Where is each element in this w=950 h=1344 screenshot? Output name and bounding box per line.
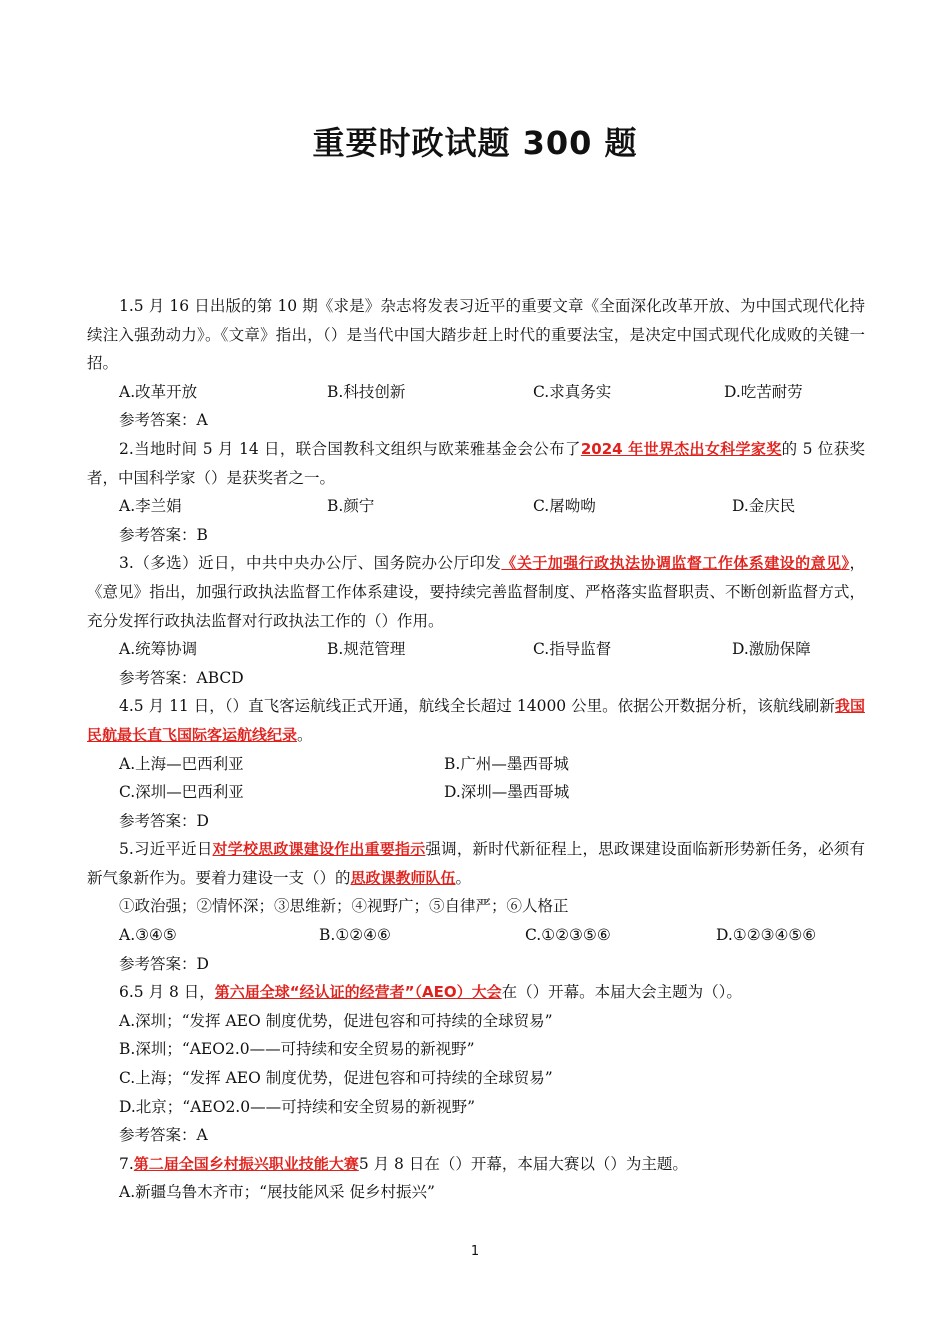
option-b: B.深圳；“AEO2.0——可持续和安全贸易的新视野” [119, 1040, 475, 1059]
question-4-answer: 参考答案：D [119, 811, 209, 830]
option-b: B.广州—墨西哥城 [444, 754, 569, 773]
question-4-text [87, 692, 865, 749]
page-title: 重要时政试题 300 题 [312, 124, 638, 162]
option-d: D.①②③④⑤⑥ [716, 926, 817, 945]
question-1-options [87, 378, 865, 407]
question-2-pre: 2.当地时间 5 月 14 日，联合国教科文组织与欧莱雅基金会公布了 [119, 439, 581, 458]
question-2-text [87, 435, 865, 492]
question-4-options-row-1 [87, 750, 865, 779]
option-d: D.吃苦耐劳 [724, 382, 803, 401]
question-5-options [87, 921, 865, 950]
option-d: D.深圳—墨西哥城 [444, 783, 570, 802]
question-4-post: 。 [297, 725, 313, 744]
option-b: B.①②④⑥ [319, 926, 391, 945]
option-b: B.颜宁 [327, 497, 375, 516]
option-a: A.统筹协调 [119, 640, 198, 659]
question-4-highlight: 我国民航最长直飞国际客运航线纪录 [87, 697, 865, 744]
question-2-options [87, 492, 865, 521]
question-7-highlight: 第二届全国乡村振兴职业技能大赛 [133, 1154, 359, 1173]
question-6-highlight: 第六届全球“经认证的经营者”（AEO）大会 [214, 983, 502, 1002]
question-5-answer: 参考答案：D [119, 954, 209, 973]
option-a: A.李兰娟 [119, 497, 182, 516]
option-a: A.新疆乌鲁木齐市；“展技能风采 促乡村振兴” [119, 1183, 435, 1202]
question-1-answer: 参考答案：A [119, 411, 208, 430]
question-5-highlight: 对学校思政课建设作出重要指示 [212, 840, 426, 859]
option-c: C.求真务实 [533, 382, 612, 401]
question-6-post: 在（）开幕。本届大会主题为（）。 [501, 983, 742, 1002]
question-3-post: ，《意见》指出，加强行政执法监督工作体系建设，要持续完善监督制度、严格落实监督职责、不断创新监督方式，充分发挥行政执法监督对行政执法工作的（）作用。 [87, 554, 865, 630]
option-c: C.深圳—巴西利亚 [119, 783, 244, 802]
option-c: C.指导监督 [533, 640, 612, 659]
option-d: D.金庆民 [732, 497, 796, 516]
document-body [87, 292, 865, 1207]
question-6-answer: 参考答案：A [119, 1126, 208, 1145]
question-5-pre: 5.习近平近日 [119, 840, 213, 859]
question-3-pre: 3.（多选）近日，中共中央办公厅、国务院办公厅印发 [119, 554, 502, 573]
question-3-options [87, 635, 865, 664]
option-c: C.①②③⑤⑥ [525, 926, 611, 945]
question-4-pre: 4.5 月 11 日，（）直飞客运航线正式开通，航线全长超过 14000 公里。依据公开数据分析，该航线刷新 [119, 697, 835, 716]
question-7-pre: 7. [119, 1154, 134, 1173]
option-b: B.科技创新 [327, 382, 406, 401]
option-a: A.改革开放 [119, 382, 198, 401]
option-a: A.深圳；“发挥 AEO 制度优势，促进包容和可持续的全球贸易” [119, 1011, 553, 1030]
question-2-highlight: 2024 年世界杰出女科学家奖 [580, 439, 782, 458]
question-3-answer: 参考答案：ABCD [119, 668, 244, 687]
question-6-pre: 6.5 月 8 日， [119, 983, 215, 1002]
option-d: D.北京；“AEO2.0——可持续和安全贸易的新视野” [119, 1097, 476, 1116]
question-4-options-row-2 [87, 778, 865, 807]
question-1-text: 1.5 月 16 日出版的第 10 期《求是》杂志将发表习近平的重要文章《全面深化改革开放、为中国式现代化持续注入强劲动力》。《文章》指出，（）是当代中国大踏步赶上时代的重要法宝，是决定中国式现代化成败的关键一招。 [87, 297, 865, 373]
question-7-post: 5 月 8 日在（）开幕，本届大赛以（）为主题。 [358, 1154, 688, 1173]
option-c: C.屠呦呦 [533, 497, 596, 516]
option-c: C.上海；“发挥 AEO 制度优势，促进包容和可持续的全球贸易” [119, 1069, 553, 1088]
question-6-text [87, 978, 865, 1007]
option-a: A.上海—巴西利亚 [119, 754, 244, 773]
question-3-text [87, 549, 865, 635]
question-7-text [87, 1150, 865, 1179]
option-d: D.激励保障 [732, 640, 811, 659]
option-a: A.③④⑤ [119, 926, 177, 945]
question-5-text [87, 835, 865, 892]
page-number: 1 [470, 1244, 480, 1259]
question-2-answer: 参考答案：B [119, 525, 208, 544]
option-b: B.规范管理 [327, 640, 406, 659]
question-5-highlight-2: 思政课教师队伍 [350, 868, 456, 887]
question-2-post: 的 5 位获奖者，中国科学家（）是获奖者之一。 [87, 439, 865, 487]
question-5-items: ①政治强；②情怀深；③思维新；④视野广；⑤自律严；⑥人格正 [119, 897, 569, 916]
question-5-mid: 强调，新时代新征程上，思政课建设面临新形势新任务，必须有新气象新作为。要着力建设一支（）的 [87, 840, 865, 887]
question-3-highlight: 《关于加强行政执法协调监督工作体系建设的意见》 [501, 554, 850, 573]
question-5-post: 。 [455, 868, 472, 887]
